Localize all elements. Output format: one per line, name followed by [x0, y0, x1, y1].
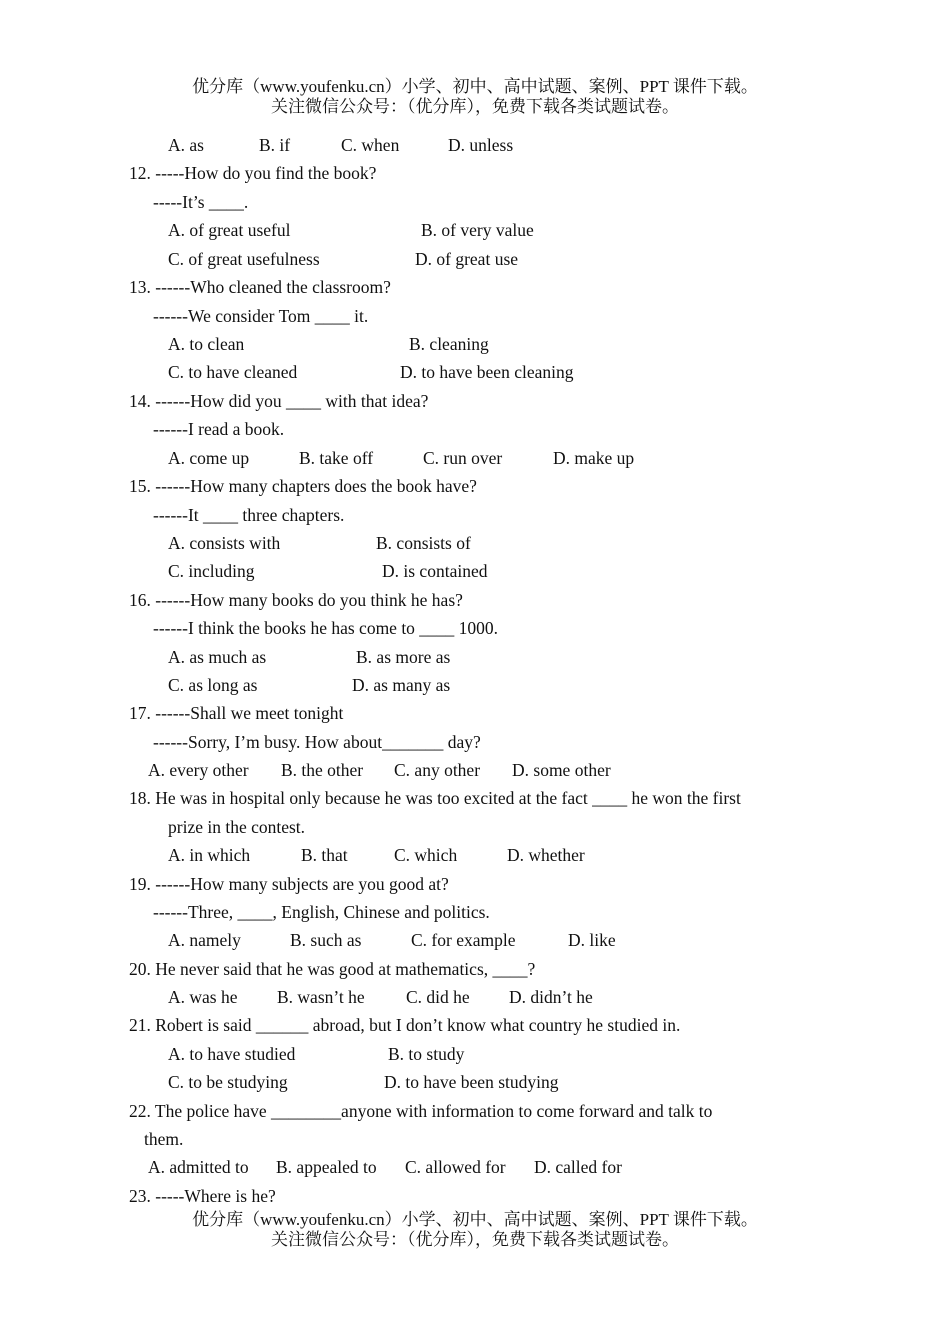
question-stem: 17. ------Shall we meet tonight — [129, 703, 344, 723]
option-c: C. for example — [411, 930, 516, 950]
option-a: A. of great useful — [168, 220, 291, 240]
page-footer-line-2: 关注微信公众号：（优分库），免费下载各类试题试卷。 — [271, 1230, 679, 1249]
option-d: D. to have been studying — [384, 1072, 559, 1092]
option-d: D. whether — [507, 845, 585, 865]
question-reply: ------It ____ three chapters. — [153, 505, 345, 525]
option-a: A. to have studied — [168, 1044, 296, 1064]
option-d: D. unless — [448, 135, 514, 155]
option-c: C. run over — [423, 448, 503, 468]
option-b: B. the other — [281, 760, 364, 780]
option-a: A. come up — [168, 448, 250, 468]
option-c: C. to have cleaned — [168, 362, 298, 382]
option-d: D. like — [568, 930, 616, 950]
option-a: A. consists with — [168, 533, 281, 553]
page-footer-line-1: 优分库（www.youfenku.cn）小学、初中、高中试题、案例、PPT 课件下载。 — [192, 1210, 758, 1229]
question-reply: ------Sorry, I’m busy. How about_______ day? — [153, 732, 481, 752]
option-b: B. such as — [290, 930, 362, 950]
question-stem: 13. ------Who cleaned the classroom? — [129, 277, 391, 297]
question-stem: 23. -----Where is he? — [129, 1186, 276, 1206]
option-b: B. appealed to — [276, 1157, 377, 1177]
question-stem: 14. ------How did you ____ with that idea? — [129, 391, 429, 411]
question-stem: 20. He never said that he was good at mathematics, ____? — [129, 959, 536, 979]
option-b: B. of very value — [421, 220, 534, 240]
question-stem: 19. ------How many subjects are you good at? — [129, 874, 449, 894]
option-d: D. to have been cleaning — [400, 362, 574, 382]
page-header-line-2: 关注微信公众号：（优分库），免费下载各类试题试卷。 — [271, 97, 679, 116]
option-d: D. some other — [512, 760, 611, 780]
option-a: A. was he — [168, 987, 238, 1007]
option-c: C. to be studying — [168, 1072, 288, 1092]
question-reply: ------We consider Tom ____ it. — [153, 306, 369, 326]
option-d: D. as many as — [352, 675, 451, 695]
option-b: B. consists of — [376, 533, 471, 553]
option-c: C. when — [341, 135, 400, 155]
option-c: C. did he — [406, 987, 470, 1007]
option-d: D. didn’t he — [509, 987, 593, 1007]
option-c: C. of great usefulness — [168, 249, 320, 269]
option-c: C. including — [168, 561, 255, 581]
question-stem: 15. ------How many chapters does the book have? — [129, 476, 477, 496]
option-b: B. wasn’t he — [277, 987, 365, 1007]
option-c: C. allowed for — [405, 1157, 506, 1177]
option-a: A. to clean — [168, 334, 245, 354]
question-stem-continued: prize in the contest. — [168, 817, 306, 837]
option-a: A. as much as — [168, 647, 267, 667]
option-b: B. to study — [388, 1044, 465, 1064]
option-a: A. as — [168, 135, 204, 155]
option-c: C. any other — [394, 760, 481, 780]
question-reply: ------Three, ____, English, Chinese and politics. — [153, 902, 490, 922]
option-a: A. namely — [168, 930, 241, 950]
question-stem: 12. -----How do you find the book? — [129, 163, 377, 183]
question-stem-continued: them. — [144, 1129, 184, 1149]
question-reply: ------I read a book. — [153, 419, 285, 439]
page-header-line-1: 优分库（www.youfenku.cn）小学、初中、高中试题、案例、PPT 课件下载。 — [192, 77, 758, 96]
question-stem: 16. ------How many books do you think he has? — [129, 590, 463, 610]
option-d: D. is contained — [382, 561, 488, 581]
question-stem: 22. The police have ________anyone with information to come forward and talk to — [129, 1101, 713, 1121]
option-c: C. which — [394, 845, 458, 865]
option-a: A. in which — [168, 845, 251, 865]
option-b: B. as more as — [356, 647, 451, 667]
option-b: B. that — [301, 845, 348, 865]
question-reply: -----It’s ____. — [153, 192, 249, 212]
option-d: D. make up — [553, 448, 635, 468]
question-stem: 21. Robert is said ______ abroad, but I don’t know what country he studied in. — [129, 1015, 681, 1035]
option-d: D. called for — [534, 1157, 622, 1177]
option-c: C. as long as — [168, 675, 258, 695]
option-a: A. admitted to — [148, 1157, 249, 1177]
question-stem: 18. He was in hospital only because he was too excited at the fact ____ he won the first — [129, 788, 741, 808]
option-d: D. of great use — [415, 249, 519, 269]
option-b: B. cleaning — [409, 334, 489, 354]
question-reply: ------I think the books he has come to ____ 1000. — [153, 618, 499, 638]
option-b: B. if — [259, 135, 291, 155]
option-b: B. take off — [299, 448, 374, 468]
option-a: A. every other — [148, 760, 249, 780]
